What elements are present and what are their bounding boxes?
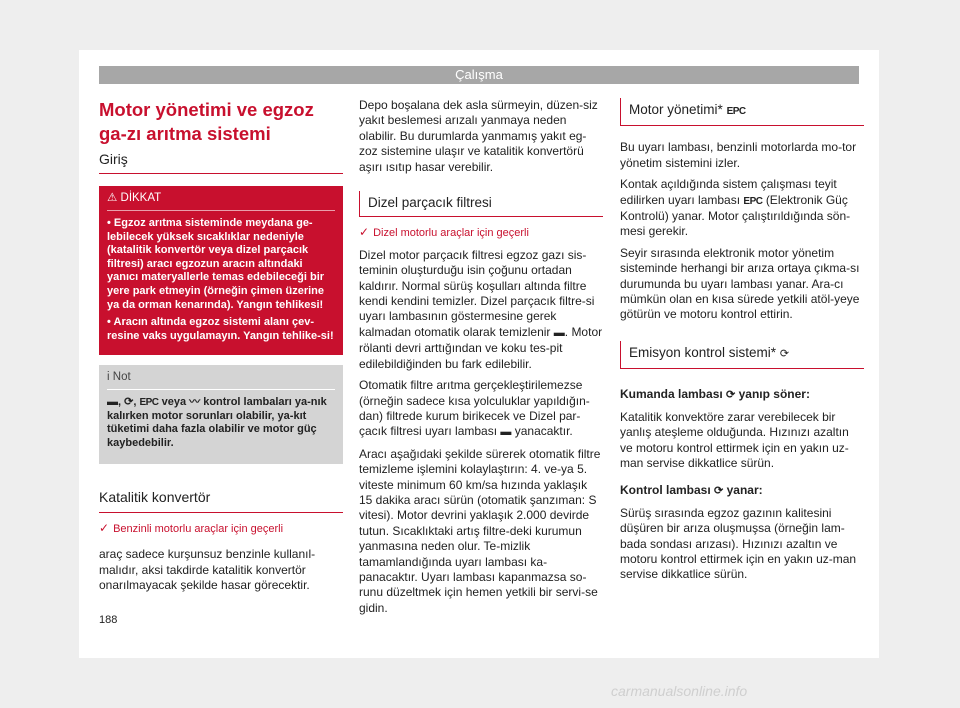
engine-icon: ⟳ — [726, 389, 736, 402]
filter-icon: ▬ — [107, 395, 118, 408]
engine-icon: ⟳ — [714, 485, 724, 498]
intro-text: Depo boşalana dek asla sürmeyin, düzen-siz yakıt beslemesi arızalı yanmaya neden olabilir. Bu durumlarda yanmamış yakıt eg-zoz sistemine ulaşır ve katalitik konvertörü aşırı ısıtıp hasar verebilir. — [359, 98, 598, 174]
epc-icon: EPC — [726, 106, 746, 117]
dizel-paragraph-3: Aracı aşağıdaki şekilde sürerek otomatik filtre temizleme işlemini kolaylaştırın: 4. ve-ya 5. viteste minimum 60 km/sa hızında yaklaşık 15 dakika aracı sürün (otomatik şanzıman: S vitesi). Motor devrini yaklaşık 2.000 devirde tutun. Sıcaklıktaki artış filtre-deki kurumun yanmasına neden olur. Te-mizlik tamamlandığında uyarı lambası ka-panacaktır. Uyarı lambası kapanmazsa so-runu düzeltmek için hemen yetkili bir servi-se gidin. — [359, 446, 601, 615]
filter-icon: ▬ — [500, 426, 512, 439]
applies-dizel: ✓ Dizel motorlu araçlar için geçerli — [359, 225, 529, 240]
note-text: ▬, ⟳, EPC veya 〰 kontrol lambaları ya-nık kalırken motor sorunları olabilir, ya-kıt tüketimi daha fazla olabilir ve motor güç kaybedebilir. — [107, 395, 327, 449]
section-dizel: Dizel parçacık filtresi — [359, 191, 603, 217]
dizel-paragraph-2: Otomatik filtre arıtma gerçekleştirilemezse (örneğin sadece kısa yolculuklar yapıldığın-dan) filtrede kurum birikecek ve Dizel par-çacık filtresi uyarı lambası ▬ yanacaktır. — [359, 378, 603, 441]
katalitik-text: araç sadece kurşunsuz benzinle kullanıl-malıdır, aksi takdirde katalitik konvertör onarılmayacak şekilde hasar görecektir. — [99, 547, 316, 592]
page-title: Motor yönetimi ve egzoz ga-zı arıtma sistemi — [99, 99, 314, 144]
check-icon: ✓ — [99, 520, 110, 535]
note-title — [107, 371, 335, 390]
warning-box — [99, 186, 343, 355]
glow-plug-icon: 〰 — [189, 395, 201, 408]
emisyon-subhead-2: Kontrol lambası ⟳ yanar: — [620, 483, 864, 499]
emisyon-paragraph-1: Katalitik konvektöre zarar verebilecek bir yanlış ateşleme olduğunda. Hızınızı azaltın ve motoru kontrol ettirmek için en yakın uz-man servise dikkatlice sürün. — [620, 409, 849, 470]
warning-title — [107, 192, 335, 211]
motor-paragraph-3: Seyir sırasında elektronik motor yönetim sisteminde herhangi bir arıza ortaya çıkma-sı durumunda bu uyarı lambası yanar. Ara-cı mümkün olan en kısa sürede yetkili atöl-yeye götürün ve motoru kontrol ettirin. — [620, 245, 860, 322]
epc-icon: EPC — [139, 396, 159, 408]
watermark: carmanualsonline.info — [611, 683, 748, 699]
warning-item-2: • Aracın altında egzoz sistemi alanı çev-resine vaks uygulamayın. Yangın tehlike-si! — [107, 316, 334, 342]
dizel-paragraph-1: Dizel motor parçacık filtresi egzoz gazı sis-teminin oluşturduğu isin çoğunu ortadan kaldırır. Normal sürüş koşulları altında filtre kendi kendini temizler. Dizel parçacık filtre-si uyarı lambasının göstermesine gerek kalmadan otomatik olarak temizlenir ▬. Motor rölanti devri arttığından ve koku tes-pit edilebildiğinden bu fark edilebilir. — [359, 247, 603, 371]
epc-icon: EPC — [743, 195, 763, 207]
filter-icon: ▬ — [553, 326, 565, 339]
motor-paragraph-2: Kontak açıldığında sistem çalışması teyit edilirken uyarı lambası EPC (Elektronik Güç Kontrolü) yanar. Motor çalıştırıldığında sön-mesi gerekir. — [620, 177, 851, 239]
section-motor-yonetimi: Motor yönetimi* EPC — [620, 98, 864, 126]
column-3 — [620, 98, 864, 589]
chapter-header: Çalışma — [99, 66, 859, 84]
section-katalitik: Katalitik konvertör — [99, 490, 343, 512]
note-title-text: Not — [112, 371, 131, 384]
warning-item-1: • Egzoz arıtma sisteminde meydana ge-lebilecek yüksek sıcaklıklar nedeniyle (katalitik konvertör veya dizel parçacık filtresi) aracı egzozun aracın altındaki yanıcı materyallerle temas edebileceği bir yere park etmeyin (örneğin çimen üzerine ya da orman kenarında). Yangın tehlikesi! — [107, 217, 325, 311]
column-2 — [359, 98, 603, 622]
check-icon: ✓ — [359, 225, 370, 240]
section-giris: Giriş — [99, 152, 343, 174]
info-icon: i — [107, 371, 110, 384]
emisyon-subhead-1: Kumanda lambası ⟳ yanıp söner: — [620, 387, 864, 403]
emisyon-paragraph-2: Sürüş sırasında egzoz gazının kalitesini düşüren bir arıza oluşmuşsa (örneğin lam-bada sondası arızası). Hızınızı azaltın ve motoru kontrol ettirmek için en yakın uz-man servise dikkatlice sürün. — [620, 505, 857, 582]
note-box — [99, 365, 343, 464]
engine-icon: ⟳ — [124, 395, 134, 408]
warning-icon: ⚠ — [107, 192, 118, 205]
motor-paragraph-1: Bu uyarı lambası, benzinli motorlarda mo-tor yönetim sistemini izler. — [620, 140, 857, 170]
page-number: 188 — [99, 614, 118, 626]
applies-benzin: ✓ Benzinli motorlu araçlar için geçerli — [99, 520, 284, 535]
engine-icon: ⟳ — [779, 347, 790, 360]
column-1 — [99, 98, 343, 599]
section-emisyon: Emisyon kontrol sistemi* ⟳ — [620, 341, 864, 369]
warning-title-text: DİKKAT — [120, 192, 162, 205]
